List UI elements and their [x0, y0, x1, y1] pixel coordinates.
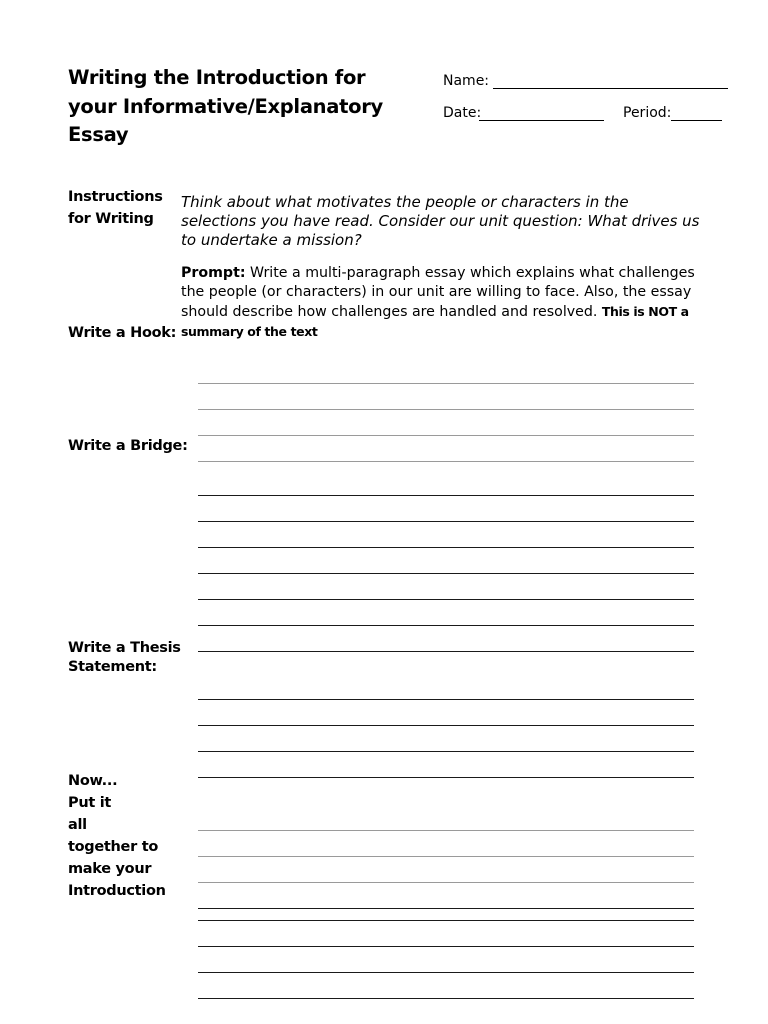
now-line: together to [68, 839, 158, 855]
writing-line[interactable] [198, 383, 694, 384]
writing-line[interactable] [198, 625, 694, 626]
hook-label: Write a Hook: [68, 325, 177, 341]
now-line: all [68, 817, 87, 833]
writing-line[interactable] [198, 998, 694, 999]
writing-line[interactable] [198, 856, 694, 857]
writing-line[interactable] [198, 547, 694, 548]
thesis-label: Write a Thesis Statement: [68, 640, 181, 675]
writing-line[interactable] [198, 573, 694, 574]
period-label: Period: [623, 105, 672, 121]
writing-line[interactable] [198, 651, 694, 652]
date-label: Date: [443, 105, 482, 121]
writing-line[interactable] [198, 435, 694, 436]
name-label: Name: [443, 73, 490, 89]
writing-line[interactable] [198, 751, 694, 752]
now-label [68, 770, 188, 902]
prompt-note: This is NOT a summary of the text [181, 304, 689, 339]
now-line: Now... [68, 773, 118, 789]
period-field[interactable] [671, 104, 722, 121]
writing-line[interactable] [198, 699, 694, 700]
writing-line[interactable] [198, 972, 694, 973]
writing-line[interactable] [198, 409, 694, 410]
date-field[interactable] [479, 104, 604, 121]
prompt-text [181, 264, 711, 342]
now-line: make your [68, 861, 152, 877]
writing-line[interactable] [198, 495, 694, 496]
writing-line[interactable] [198, 725, 694, 726]
writing-line[interactable] [198, 777, 694, 778]
bridge-label: Write a Bridge: [68, 438, 188, 454]
now-line: Introduction [68, 883, 166, 899]
writing-line[interactable] [198, 521, 694, 522]
now-line: Put it [68, 795, 112, 811]
writing-line[interactable] [198, 946, 694, 947]
writing-line[interactable] [198, 461, 694, 462]
instructions-text: Think about what motivates the people or characters in the selections you have read. Consider our unit question: What drives us to undertake a mission? [181, 193, 700, 249]
prompt-body: Write a multi-paragraph essay which explains what challenges the people (or characters) in our unit are willing to face. Also, the essay should describe how challenges are handled and resolved. [181, 265, 695, 320]
writing-line[interactable] [198, 908, 694, 909]
instructions-label: Instructions for Writing [68, 189, 163, 227]
writing-line[interactable] [198, 920, 694, 921]
writing-line[interactable] [198, 599, 694, 600]
page-title: Writing the Introduction for your Informative/Explanatory Essay [68, 66, 383, 146]
writing-line[interactable] [198, 882, 694, 883]
prompt-label: Prompt: [181, 265, 246, 281]
writing-line[interactable] [198, 830, 694, 831]
name-field[interactable] [493, 72, 728, 89]
